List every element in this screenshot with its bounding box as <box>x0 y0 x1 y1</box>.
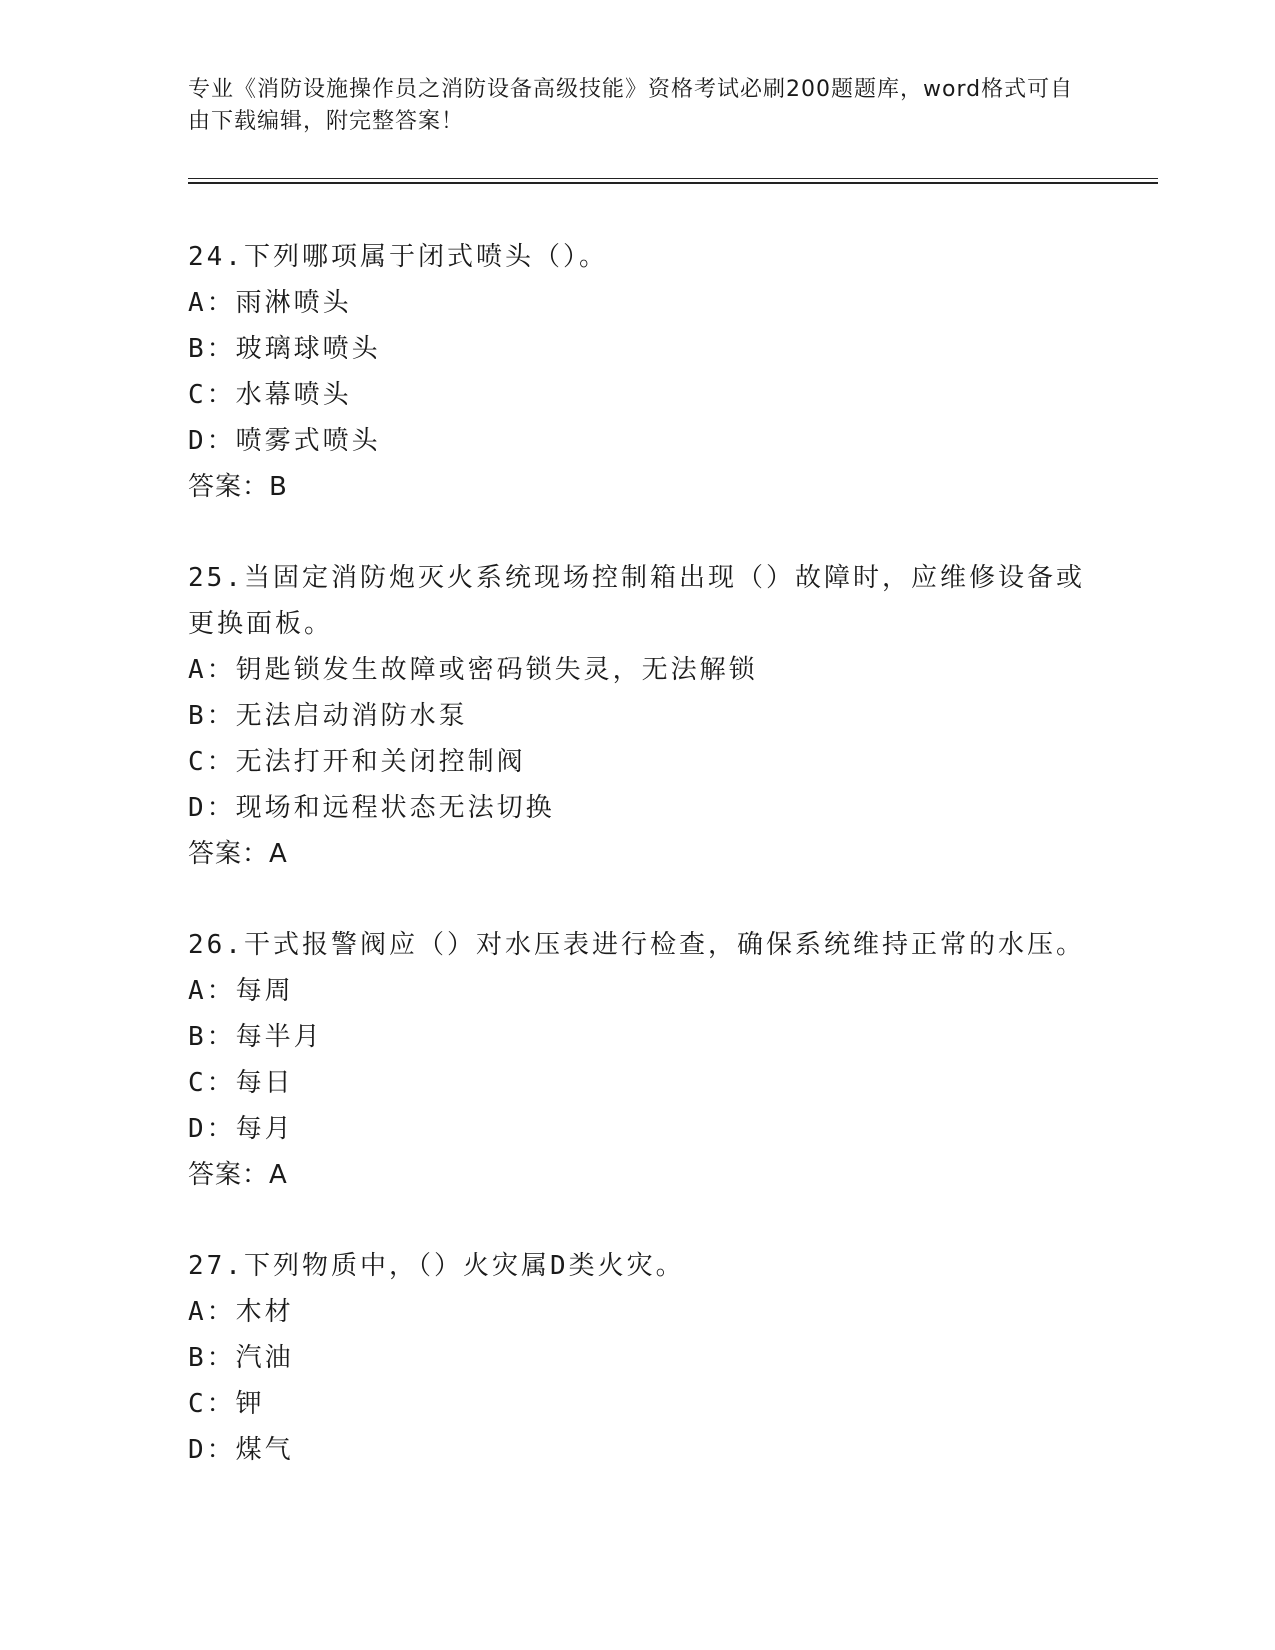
option-d: D：煤气 <box>188 1435 294 1465</box>
option-a: A：雨淋喷头 <box>188 288 352 318</box>
header-divider-thin <box>188 178 1158 179</box>
option-d: D：现场和远程状态无法切换 <box>188 793 555 823</box>
question-stem: 27.下列物质中，（）火灾属D类火灾。 <box>188 1251 685 1281</box>
option-b: B：每半月 <box>188 1022 323 1052</box>
answer-line: 答案：A <box>188 1160 288 1190</box>
question-27 <box>188 1243 1088 1473</box>
option-a: A：每周 <box>188 976 294 1006</box>
answer-line: 答案：B <box>188 472 288 502</box>
option-a: A：木材 <box>188 1297 294 1327</box>
question-25 <box>188 555 1088 877</box>
option-b: B：无法启动消防水泵 <box>188 701 468 731</box>
option-c: C：水幕喷头 <box>188 380 352 410</box>
question-26 <box>188 922 1088 1198</box>
document-header: 专业《消防设施操作员之消防设备高级技能》资格考试必刷200题题库，word格式可自由下载编辑，附完整答案！ <box>188 77 1074 134</box>
question-24 <box>188 234 1088 510</box>
option-d: D：喷雾式喷头 <box>188 426 381 456</box>
option-d: D：每月 <box>188 1114 294 1144</box>
option-a: A：钥匙锁发生故障或密码锁失灵，无法解锁 <box>188 655 758 685</box>
option-b: B：玻璃球喷头 <box>188 334 381 364</box>
question-stem: 26.干式报警阀应（）对水压表进行检查，确保系统维持正常的水压。 <box>188 930 1085 960</box>
option-b: B：汽油 <box>188 1343 294 1373</box>
option-c: C：每日 <box>188 1068 294 1098</box>
answer-line: 答案：A <box>188 839 288 869</box>
header-divider-thick <box>188 182 1158 184</box>
option-c: C：钾 <box>188 1389 265 1419</box>
option-c: C：无法打开和关闭控制阀 <box>188 747 526 777</box>
question-stem: 25.当固定消防炮灭火系统现场控制箱出现（）故障时，应维修设备或更换面板。 <box>188 563 1085 639</box>
question-stem: 24.下列哪项属于闭式喷头（）。 <box>188 242 608 272</box>
